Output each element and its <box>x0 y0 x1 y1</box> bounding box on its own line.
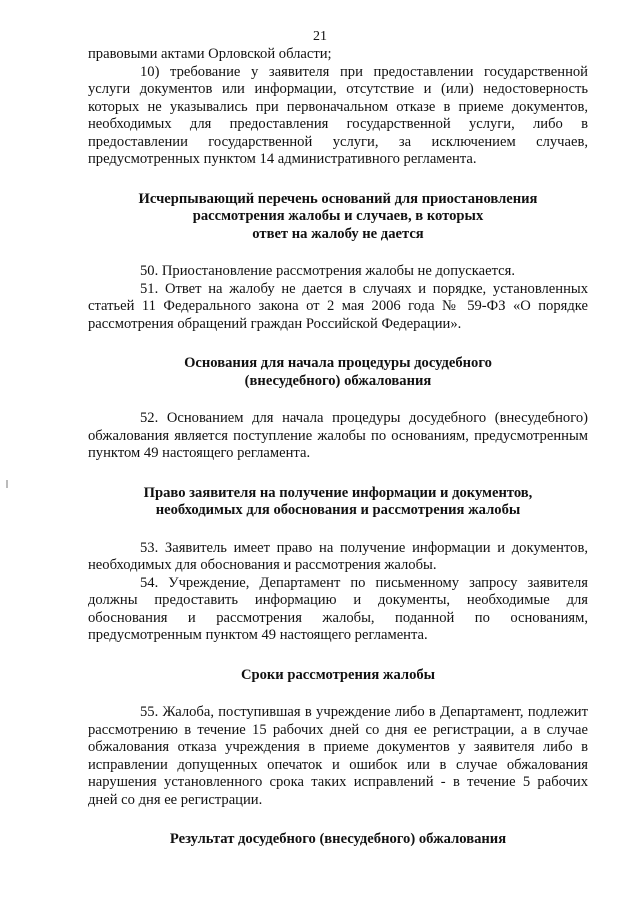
section-heading-line: Результат досудебного (внесудебного) обжалования <box>169 831 507 847</box>
section-heading-line: Право заявителя на получение информации и документов, <box>143 484 533 501</box>
section-heading-line: ответ на жалобу не дается <box>252 225 424 242</box>
paragraph: 50. Приостановление рассмотрения жалобы не допускается. <box>140 263 516 279</box>
section-spacer <box>88 520 588 540</box>
section-heading <box>88 191 588 244</box>
section-heading-line: (внесудебного) обжалования <box>244 372 432 389</box>
paragraph: 53. Заявитель имеет право на получение информации и документов, необходимых для обоснования и рассмотрения жалобы. <box>88 539 588 573</box>
section-spacer <box>88 169 588 191</box>
section-spacer <box>88 684 588 704</box>
section-spacer <box>88 463 588 485</box>
page-number: 21 <box>313 29 327 44</box>
section-spacer <box>88 390 588 410</box>
scan-mark <box>6 480 8 488</box>
section-heading-line: Основания для начала процедуры досудебного <box>184 355 492 371</box>
paragraph: 51. Ответ на жалобу не дается в случаях и порядке, установленных статьей 11 Федерального закона от 2 мая 2006 года № 59-ФЗ «О порядке рассмотрения обращений граждан Российской Федерации». <box>88 280 588 332</box>
document-body <box>88 46 588 849</box>
paragraph: 52. Основанием для начала процедуры досудебного (внесудебного) обжалования является поступление жалобы по основаниям, предусмотренным пунктом 49 настоящего регламента. <box>88 410 588 461</box>
section-heading <box>88 667 588 685</box>
section-heading-line: Исчерпывающий перечень оснований для приостановления <box>138 190 538 207</box>
section-heading-line: рассмотрения жалобы и случаев, в которых <box>192 208 484 224</box>
section-heading <box>88 485 588 520</box>
paragraph: правовыми актами Орловской области; <box>88 46 332 62</box>
section-spacer <box>88 333 588 355</box>
section-heading-line: Сроки рассмотрения жалобы <box>240 666 436 683</box>
section-heading <box>88 355 588 390</box>
paragraph: 54. Учреждение, Департамент по письменному запросу заявителя должны предоставить информацию и документы, необходимые для обоснования и рассмотрения жалобы, поданной по основаниям, предусмотренным пунктом 49 настоящего регламента. <box>88 574 588 643</box>
section-heading <box>88 831 588 849</box>
paragraph: 10) требование у заявителя при предоставлении государственной услуги документов или информации, отсутствие и (или) недостоверность которых не указывались при первоначальном отказе в приеме документов, необходимых для предоставления государственной услуги, либо в предоставлении государственной услуги, за исключением случаев, предусмотренных пунктом 14 административного регламента. <box>88 63 588 167</box>
section-spacer <box>88 243 588 263</box>
section-spacer <box>88 809 588 831</box>
paragraph: 55. Жалоба, поступившая в учреждение либо в Департамент, подлежит рассмотрению в течение 15 рабочих дней со дня ее регистрации, а в случае обжалования отказа учреждения в приеме документов у заявителя либо в исправлении допущенных опечаток и ошибок или в случае обжалования нарушения установленного срока таких исправлений - в течение 5 рабочих дней со дня ее регистрации. <box>88 704 588 808</box>
section-heading-line: необходимых для обоснования и рассмотрения жалобы <box>155 502 521 518</box>
section-spacer <box>88 645 588 667</box>
